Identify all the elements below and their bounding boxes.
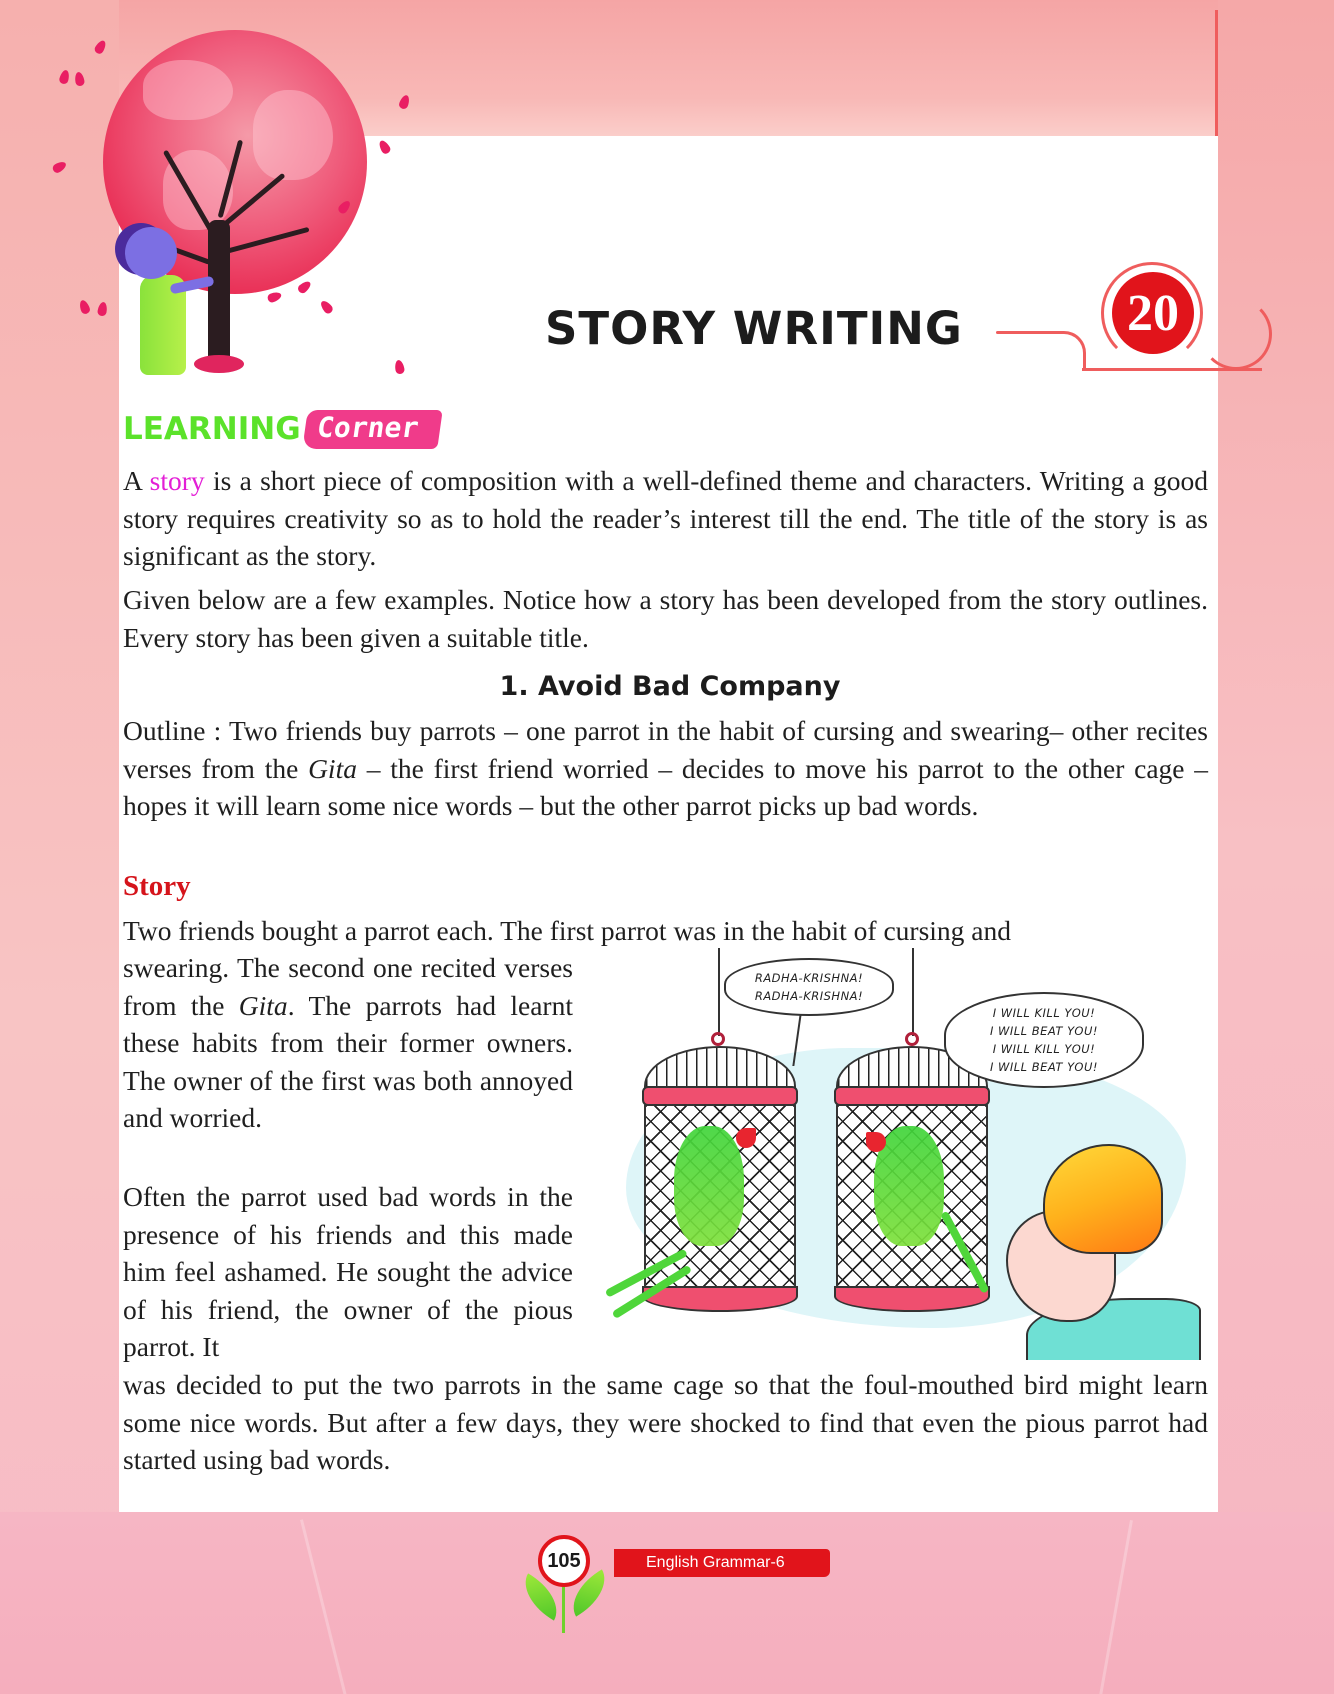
tree-roots [194,355,244,373]
story-line-1: Two friends bought a parrot each. The first parrot was in the habit of cursing and [123,915,1012,946]
intro-paragraph-2: Given below are a few examples. Notice how a story has been developed from the story outlines. Every story has been given a suitable title. [123,584,1208,653]
title-underline [996,331,1062,334]
cage-hanger [718,948,720,1036]
parrot-beak [866,1132,886,1152]
cage-ring [711,1032,725,1046]
cage-ring [905,1032,919,1046]
page-footer [494,1527,834,1637]
chapter-number-badge: 20 [1112,272,1194,354]
speech-bubble-foul [944,992,1144,1088]
intro-prefix: A [123,465,150,496]
story-label: Story [123,870,191,902]
tree-trunk [208,220,230,370]
story-text: swearing. The second one recited verses from the [123,952,573,1021]
learning-corner-label [123,410,440,449]
bubble-line: I WILL KILL YOU! [992,1006,1096,1020]
title-loop [1200,298,1272,370]
intro-rest: is a short piece of composition with a well-defined theme and characters. Writing a good story requires creativity so as to hold the reader’s interest till the end. The title of the story is as significant as the story. [123,465,1208,571]
background-left [0,0,119,1694]
parrots-illustration [606,948,1198,1352]
outline-text-cont: – the first friend worried – decides to move his parrot to the other cage – hopes it will learn some nice words – but the other parrot picks up bad words. [123,752,1208,821]
story-paragraph-2-continued: was decided to put the two parrots in the same cage so that the foul-mouthed bird might learn some nice words. But after a few days, they were shocked to find that even the pious parrot had started using bad words. [123,1369,1208,1475]
parrot-pious [674,1126,744,1246]
keyword-story: story [149,465,205,496]
outline-italic: Gita [308,752,357,784]
sprout-stem [562,1583,565,1633]
bubble-line: I WILL KILL YOU! [992,1042,1096,1056]
section-heading: 1. Avoid Bad Company [499,671,841,702]
cage-hanger [912,948,914,1036]
page-number: 105 [538,1535,590,1587]
cage-band [642,1086,798,1106]
background-right [1218,0,1334,1694]
bubble-line: I WILL BEAT YOU! [989,1060,1099,1074]
corner-tag: Corner [302,410,443,449]
girl-head [125,227,177,279]
story-italic: Gita [238,989,288,1021]
globe-continent [143,60,233,120]
outline-text: Outline : Two friends buy parrots – one parrot in the habit of cursing and swearing– other recites verses from the [123,715,1208,784]
story-text-cont: . The parrots had learnt these habits from their former owners. The owner of the first was both annoyed and worried. [123,989,573,1133]
bubble-line: I WILL BEAT YOU! [989,1024,1099,1038]
bubble-line: RADHA-KRISHNA! [754,971,864,985]
learning-text: LEARNING [123,410,301,447]
globe-continent [253,90,333,180]
speech-bubble-pious [724,958,894,1016]
story-paragraph-2: Often the parrot used bad words in the presence of his friends and this made him feel ashamed. He sought the advice of his friend, the owner of the pious parrot. It [123,1181,573,1362]
parrot-beak [736,1128,756,1148]
book-title-banner: English Grammar-6 [614,1549,830,1577]
chapter-title: STORY WRITING [545,302,963,355]
cage-band [834,1086,990,1106]
cage-base [642,1286,798,1312]
bubble-line: RADHA-KRISHNA! [754,989,864,1003]
story-paragraph-1 [123,949,573,1137]
intro-paragraph-1 [123,462,1208,575]
outline-paragraph [123,712,1208,825]
